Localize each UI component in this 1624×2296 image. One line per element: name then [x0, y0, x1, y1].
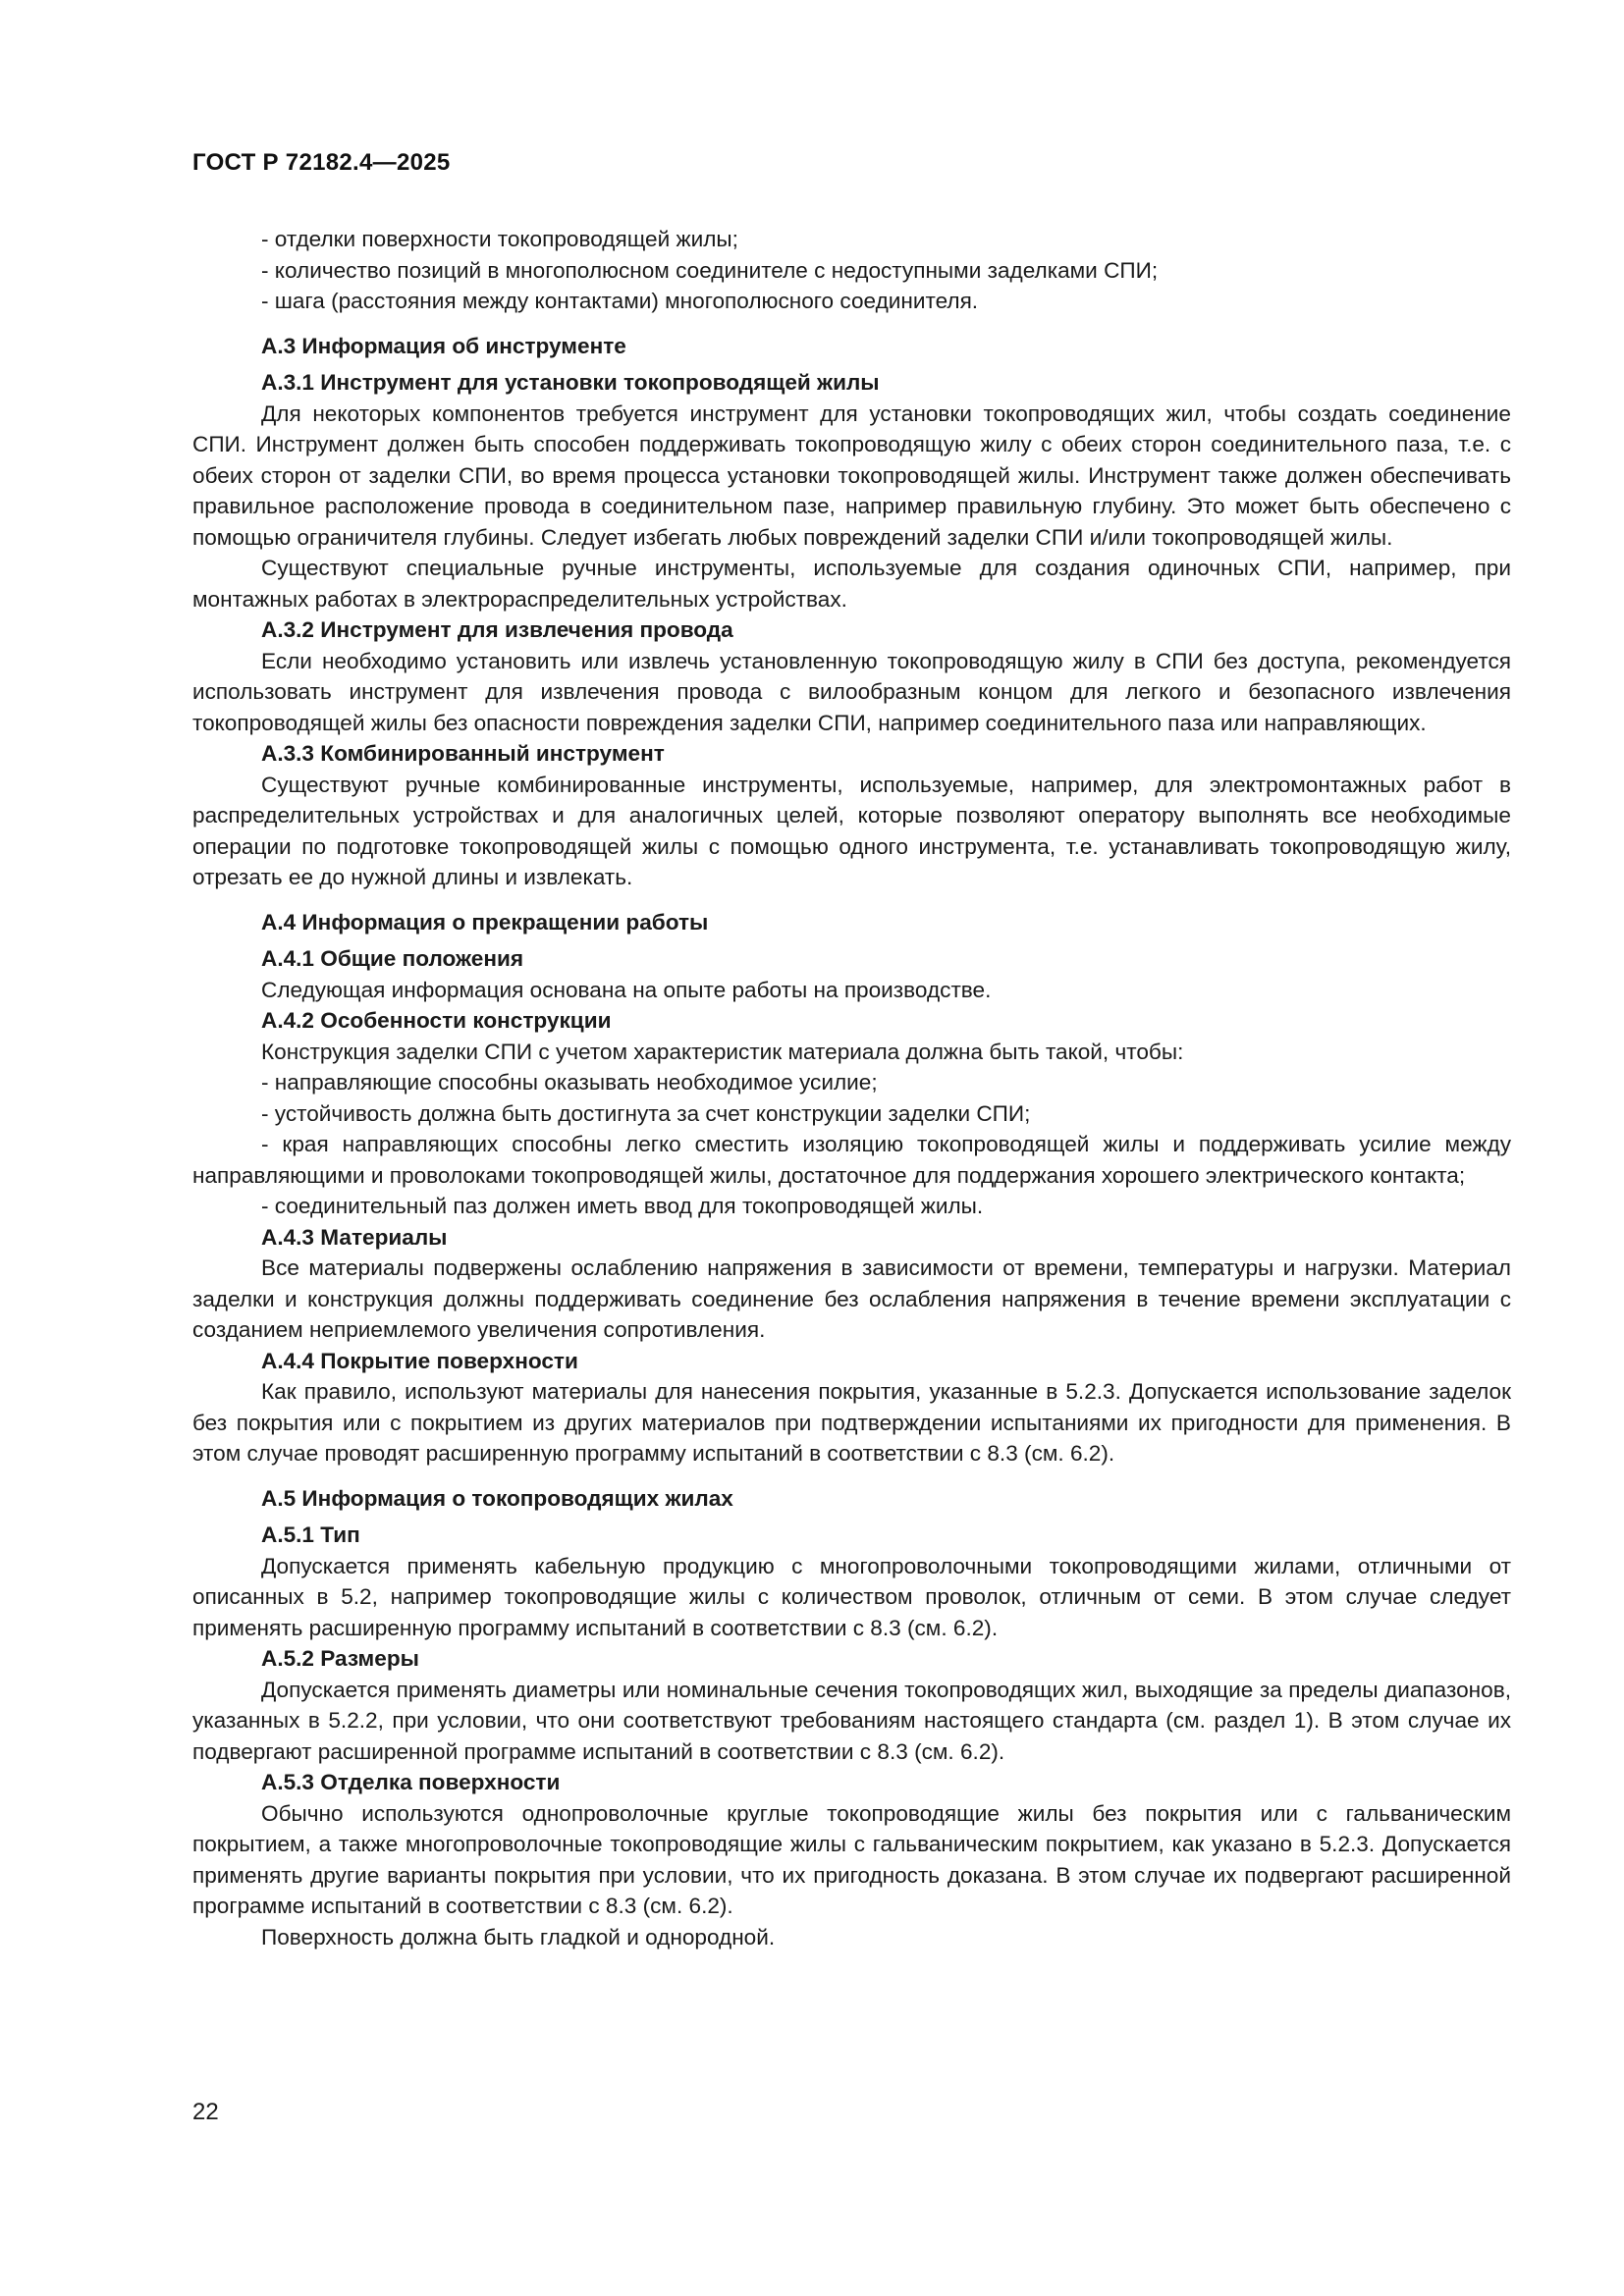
paragraph: Конструкция заделки СПИ с учетом характеристик материала должна быть такой, чтобы: — [261, 1039, 1184, 1064]
paragraph: Допускается применять кабельную продукцию с многопроволочными токопроводящими жилами, отличными от описанных в 5.2, например токопроводящие жилы с количеством проволок, отличным от семи. В этом случае следует применять расширенную программу испытаний в соответствии с 8.3 (см. 6.2). — [192, 1553, 1511, 1640]
subsection-heading-a5-3: А.5.3 Отделка поверхности — [261, 1770, 561, 1794]
subsection-heading-a4-2: А.4.2 Особенности конструкции — [261, 1008, 612, 1033]
list-item: - края направляющих способны легко сместить изоляцию токопроводящей жилы и поддерживать усилие между направляющими и проволоками токопроводящей жилы, достаточное для поддержания хорошего электрического контакта; — [192, 1132, 1511, 1188]
paragraph: Как правило, используют материалы для нанесения покрытия, указанные в 5.2.3. Допускается использование заделок без покрытия или с покрытием из других материалов при подтверждении испытаниями их пригодности для применения. В этом случае проводят расширенную программу испытаний в соответствии с 8.3 (см. 6.2). — [192, 1379, 1511, 1466]
document-body — [192, 224, 1511, 1952]
subsection-heading-a4-3: А.4.3 Материалы — [261, 1224, 448, 1250]
subsection-heading-a5-1: А.5.1 Тип — [261, 1522, 360, 1547]
list-item: - отделки поверхности токопроводящей жилы; — [261, 227, 738, 251]
paragraph: Существуют ручные комбинированные инструменты, используемые, например, для электромонтажных работ в распределительных устройствах и для аналогичных целей, которые позволяют оператору выполнять все необходимые операции по подготовке токопроводящей жилы с помощью одного инструмента, т.е. устанавливать токопроводящую жилу, отрезать ее до нужной длины и извлекать. — [192, 772, 1511, 889]
list-item: - соединительный паз должен иметь ввод для токопроводящей жилы. — [261, 1194, 984, 1218]
section-heading-a3: А.3 Информация об инструменте — [261, 333, 626, 358]
paragraph: Допускается применять диаметры или номинальные сечения токопроводящих жил, выходящие за пределы диапазонов, указанных в 5.2.2, при условии, что они соответствуют требованиям настоящего стандарта (см. раздел 1). В этом случае их подвергают расширенной программе испытаний в соответствии с 8.3 (см. 6.2). — [192, 1677, 1511, 1764]
list-item: - устойчивость должна быть достигнута за счет конструкции заделки СПИ; — [261, 1100, 1031, 1126]
paragraph: Поверхность должна быть гладкой и однородной. — [261, 1924, 776, 1949]
section-heading-a4: А.4 Информация о прекращении работы — [261, 909, 709, 934]
list-item: - направляющие способны оказывать необходимое усилие; — [261, 1070, 878, 1095]
paragraph: Все материалы подвержены ослаблению напряжения в зависимости от времени, температуры и нагрузки. Материал заделки и конструкция должны поддерживать соединение без ослабления напряжения в течение времени эксплуатации с созданием неприемлемого увеличения сопротивления. — [192, 1255, 1511, 1342]
page-number: 22 — [192, 2099, 219, 2125]
paragraph: Для некоторых компонентов требуется инструмент для установки токопроводящих жил, чтобы создать соединение СПИ. Инструмент должен быть способен поддерживать токопроводящую жилу с обеих сторон соединительного паза, т.е. с обеих сторон от заделки СПИ, во время процесса установки токопроводящей жилы. Инструмент также должен обеспечивать правильное расположение провода в соединительном пазе, например правильную глубину. Это может быть обеспечено с помощью ограничителя глубины. Следует избегать любых повреждений заделки СПИ и/или токопроводящей жилы. — [192, 400, 1511, 550]
subsection-heading-a4-4: А.4.4 Покрытие поверхности — [261, 1348, 578, 1373]
document-code-header: ГОСТ Р 72182.4—2025 — [192, 149, 451, 176]
list-item: - шага (расстояния между контактами) многополюсного соединителя. — [261, 289, 979, 313]
paragraph: Если необходимо установить или извлечь установленную токопроводящую жилу в СПИ без доступа, рекомендуется использовать инструмент для извлечения провода с вилообразным концом для легкого и безопасного извлечения токопроводящей жилы без опасности повреждения заделки СПИ, например соединительного паза или направляющих. — [192, 648, 1511, 735]
paragraph: Следующая информация основана на опыте работы на производстве. — [261, 977, 992, 1002]
subsection-heading-a4-1: А.4.1 Общие положения — [261, 946, 524, 971]
subsection-heading-a3-3: А.3.3 Комбинированный инструмент — [261, 741, 665, 766]
subsection-heading-a3-1: А.3.1 Инструмент для установки токопроводящей жилы — [261, 370, 880, 395]
section-heading-a5: А.5 Информация о токопроводящих жилах — [261, 1485, 733, 1511]
subsection-heading-a5-2: А.5.2 Размеры — [261, 1646, 419, 1671]
paragraph: Существуют специальные ручные инструменты, используемые для создания одиночных СПИ, например, при монтажных работах в электрораспределительных устройствах. — [192, 556, 1511, 612]
subsection-heading-a3-2: А.3.2 Инструмент для извлечения провода — [261, 617, 733, 642]
paragraph: Обычно используются однопроволочные круглые токопроводящие жилы без покрытия или с гальваническим покрытием, а также многопроволочные токопроводящие жилы с гальваническим покрытием, как указано в 5.2.3. Допускается применять другие варианты покрытия при условии, что их пригодность доказана. В этом случае их подвергают расширенной программе испытаний в соответствии с 8.3 (см. 6.2). — [192, 1800, 1511, 1918]
list-item: - количество позиций в многополюсном соединителе с недоступными заделками СПИ; — [261, 257, 1159, 283]
